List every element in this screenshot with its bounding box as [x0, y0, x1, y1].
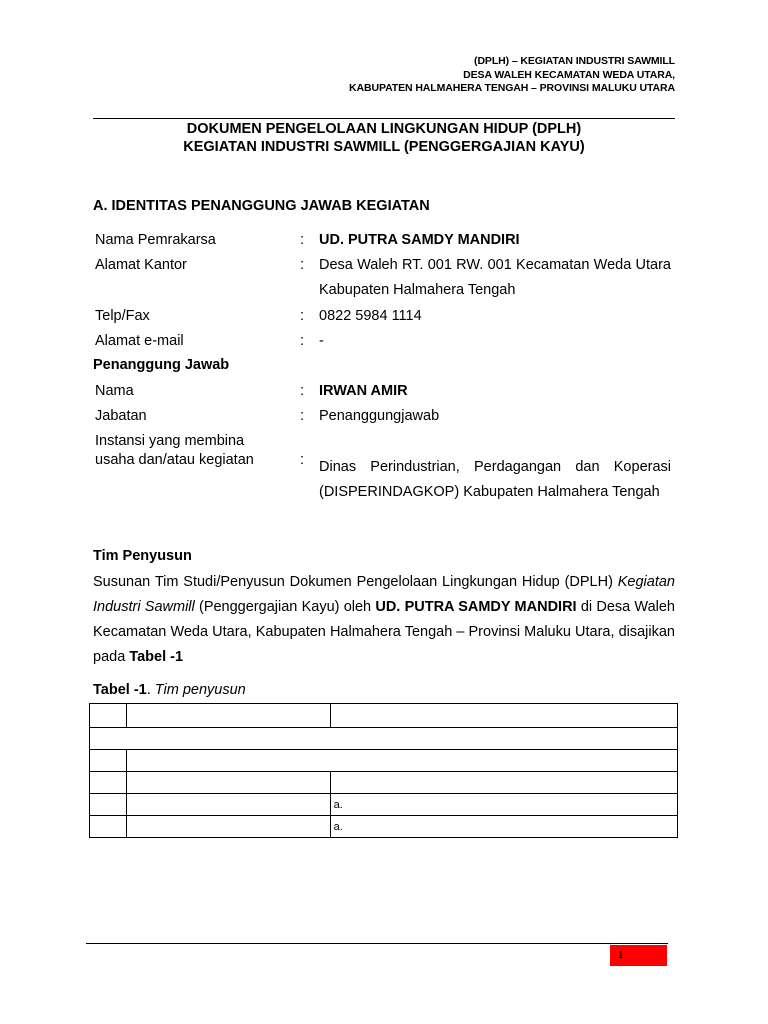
running-header: [349, 55, 675, 96]
nama-pemrakarsa-value: UD. PUTRA SAMDY MANDIRI: [319, 232, 520, 248]
colon: :: [300, 308, 305, 324]
document-title-line-2: KEGIATAN INDUSTRI SAWMILL (PENGGERGAJIAN KAYU): [183, 139, 585, 155]
paragraph-italic: Kegiatan Industri Sawmill: [93, 574, 675, 615]
table-caption-label: Tabel -1: [93, 682, 147, 698]
instansi-label: [95, 432, 254, 470]
table-row: [90, 794, 678, 816]
footer-divider: [86, 943, 668, 944]
document-title: [93, 120, 675, 156]
paragraph-text: Susunan Tim Studi/Penyusun Dokumen Pengelolaan Lingkungan Hidup (DPLH): [93, 574, 618, 590]
table-cell: [90, 750, 127, 772]
colon: :: [300, 232, 305, 248]
alamat-kantor-label: Alamat Kantor: [95, 257, 187, 273]
table-row: [90, 728, 678, 750]
paragraph-text: (Penggergajian Kayu) oleh: [194, 599, 376, 615]
colon: :: [300, 452, 305, 468]
header-line-2: DESA WALEH KECAMATAN WEDA UTARA,: [463, 68, 675, 81]
paragraph-text: di Desa Waleh Kecamatan Weda Utara, Kabupaten Halmahera Tengah – Provinsi Maluku Utara, disajikan pada: [93, 599, 675, 665]
instansi-label-line-2: usaha dan/atau kegiatan: [95, 452, 254, 468]
jabatan-value: Penanggungjawab: [319, 408, 440, 424]
nama-value: IRWAN AMIR: [319, 383, 408, 399]
table-cell: [90, 728, 678, 750]
tim-penyusun-paragraph: [93, 570, 675, 670]
table-cell: a.: [330, 794, 677, 816]
colon: :: [300, 408, 305, 424]
table-cell: [90, 704, 127, 728]
table-cell: [126, 750, 677, 772]
jabatan-label: Jabatan: [95, 408, 147, 424]
instansi-label-line-1: Instansi yang membina: [95, 433, 245, 449]
header-line-3: KABUPATEN HALMAHERA TENGAH – PROVINSI MALUKU UTARA: [349, 82, 675, 94]
table-cell: [90, 794, 127, 816]
telp-fax-value: 0822 5984 1114: [319, 308, 422, 324]
table-row: [90, 816, 678, 838]
document-title-line-1: DOKUMEN PENGELOLAAN LINGKUNGAN HIDUP (DPLH): [186, 121, 582, 137]
email-value: -: [319, 333, 324, 349]
table-row: [90, 704, 678, 728]
table-caption-separator: .: [146, 682, 155, 698]
table-cell: [90, 816, 127, 838]
penanggung-jawab-heading: Penanggung Jawab: [93, 357, 230, 373]
nama-pemrakarsa-label: Nama Pemrakarsa: [95, 232, 216, 248]
email-label: Alamat e-mail: [95, 333, 184, 349]
section-a-heading: A. IDENTITAS PENANGGUNG JAWAB KEGIATAN: [93, 198, 430, 214]
table-cell: [330, 772, 677, 794]
tim-penyusun-heading: Tim Penyusun: [93, 548, 192, 564]
tim-penyusun-table: [89, 703, 678, 838]
table-cell: [126, 704, 330, 728]
table-row: [90, 750, 678, 772]
paragraph-bold: Tabel -1: [129, 649, 184, 665]
colon: :: [300, 333, 305, 349]
table-cell: [90, 772, 127, 794]
page-number: 1: [610, 945, 667, 966]
instansi-value: Dinas Perindustrian, Perdagangan dan Koperasi (DISPERINDAGKOP) Kabupaten Halmahera Tengah: [319, 459, 671, 500]
table-cell: a.: [330, 816, 677, 838]
table-cell: [126, 794, 330, 816]
table-cell: [330, 704, 677, 728]
nama-label: Nama: [95, 383, 134, 399]
alamat-kantor-value: Desa Waleh RT. 001 RW. 001 Kecamatan Weda Utara Kabupaten Halmahera Tengah: [319, 257, 671, 298]
table-cell: [126, 772, 330, 794]
table-caption-title: Tim penyusun: [154, 682, 246, 698]
table-row: [90, 772, 678, 794]
colon: :: [300, 383, 305, 399]
header-line-1: (DPLH) – KEGIATAN INDUSTRI SAWMILL: [474, 55, 675, 67]
paragraph-bold: UD. PUTRA SAMDY MANDIRI: [375, 599, 577, 615]
header-divider: [93, 118, 675, 119]
table-caption: [93, 682, 246, 698]
telp-fax-label: Telp/Fax: [95, 308, 150, 324]
colon: :: [300, 257, 305, 273]
table-cell: [126, 816, 330, 838]
